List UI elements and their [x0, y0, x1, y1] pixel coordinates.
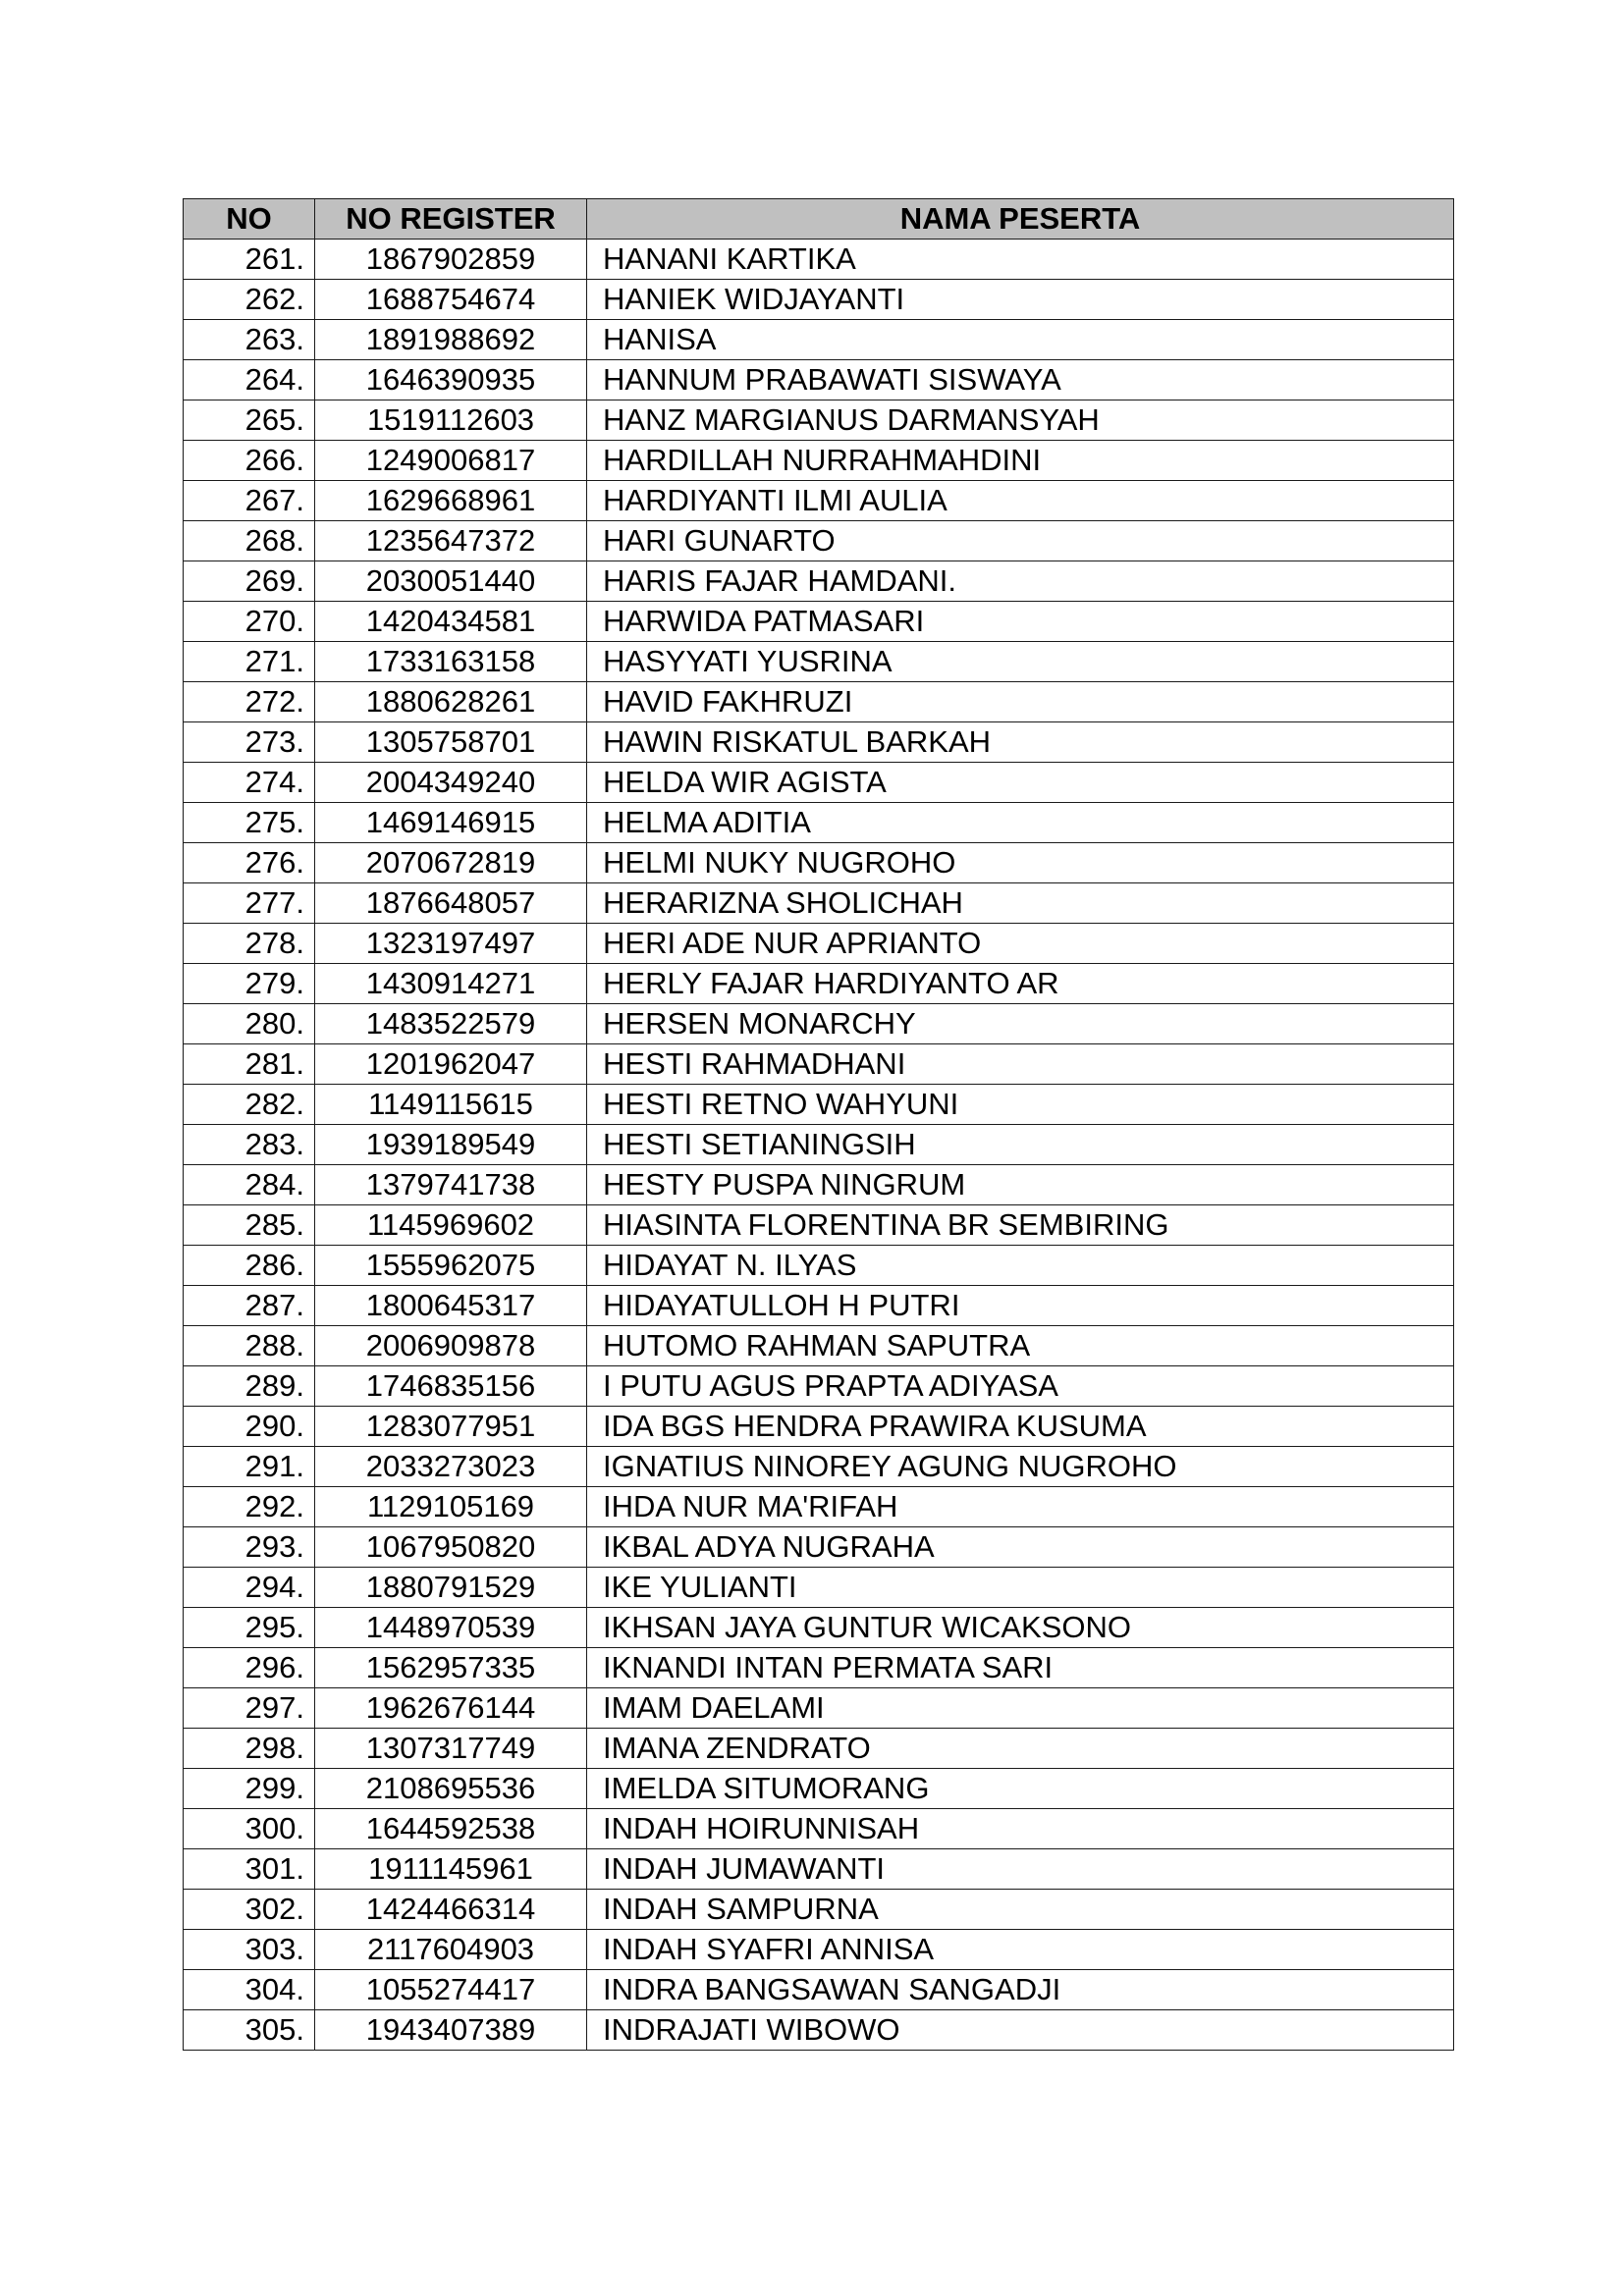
table-row — [184, 1165, 1454, 1205]
table-row — [184, 1205, 1454, 1246]
register-number: 1483522579 — [315, 1004, 587, 1044]
register-number: 1746835156 — [315, 1366, 587, 1407]
row-number: 291. — [184, 1447, 315, 1487]
table-row — [184, 763, 1454, 803]
table-row — [184, 1366, 1454, 1407]
table-row — [184, 1246, 1454, 1286]
table-row — [184, 883, 1454, 924]
participant-name: HIDAYAT N. ILYAS — [587, 1246, 1454, 1286]
row-number: 261. — [184, 240, 315, 280]
table-row — [184, 803, 1454, 843]
table-row — [184, 1809, 1454, 1849]
table-row — [184, 2010, 1454, 2051]
register-number: 1420434581 — [315, 602, 587, 642]
table-row — [184, 1648, 1454, 1688]
row-number: 282. — [184, 1085, 315, 1125]
participant-name: HERLY FAJAR HARDIYANTO AR — [587, 964, 1454, 1004]
row-number: 284. — [184, 1165, 315, 1205]
participant-name: I PUTU AGUS PRAPTA ADIYASA — [587, 1366, 1454, 1407]
row-number: 278. — [184, 924, 315, 964]
row-number: 285. — [184, 1205, 315, 1246]
register-number: 1876648057 — [315, 883, 587, 924]
participant-name: HANNUM PRABAWATI SISWAYA — [587, 360, 1454, 400]
table-row — [184, 1568, 1454, 1608]
row-number: 298. — [184, 1729, 315, 1769]
register-number: 1305758701 — [315, 722, 587, 763]
register-number: 1067950820 — [315, 1527, 587, 1568]
register-number: 1145969602 — [315, 1205, 587, 1246]
participant-name: HANIEK WIDJAYANTI — [587, 280, 1454, 320]
participant-name: HESTY PUSPA NINGRUM — [587, 1165, 1454, 1205]
table-row — [184, 521, 1454, 561]
row-number: 268. — [184, 521, 315, 561]
register-number: 2006909878 — [315, 1326, 587, 1366]
participant-name: HASYYATI YUSRINA — [587, 642, 1454, 682]
row-number: 300. — [184, 1809, 315, 1849]
register-number: 1646390935 — [315, 360, 587, 400]
table-row — [184, 1729, 1454, 1769]
row-number: 266. — [184, 441, 315, 481]
participant-name: HARDIYANTI ILMI AULIA — [587, 481, 1454, 521]
participant-name: IMAM DAELAMI — [587, 1688, 1454, 1729]
table-row — [184, 1085, 1454, 1125]
register-number: 2070672819 — [315, 843, 587, 883]
table-row — [184, 1890, 1454, 1930]
participant-name: IMELDA SITUMORANG — [587, 1769, 1454, 1809]
table-row — [184, 1447, 1454, 1487]
row-number: 303. — [184, 1930, 315, 1970]
row-number: 277. — [184, 883, 315, 924]
table-row — [184, 400, 1454, 441]
table-row — [184, 1769, 1454, 1809]
participant-name: HERARIZNA SHOLICHAH — [587, 883, 1454, 924]
participant-name: IKBAL ADYA NUGRAHA — [587, 1527, 1454, 1568]
register-number: 1469146915 — [315, 803, 587, 843]
register-number: 1943407389 — [315, 2010, 587, 2051]
register-number: 2004349240 — [315, 763, 587, 803]
participant-name: IKHSAN JAYA GUNTUR WICAKSONO — [587, 1608, 1454, 1648]
register-number: 1201962047 — [315, 1044, 587, 1085]
table-row — [184, 1487, 1454, 1527]
row-number: 290. — [184, 1407, 315, 1447]
participant-name: IDA BGS HENDRA PRAWIRA KUSUMA — [587, 1407, 1454, 1447]
table-row — [184, 1970, 1454, 2010]
participant-name: HAVID FAKHRUZI — [587, 682, 1454, 722]
register-number: 1962676144 — [315, 1688, 587, 1729]
participant-table — [183, 198, 1454, 2051]
register-number: 1235647372 — [315, 521, 587, 561]
register-number: 1800645317 — [315, 1286, 587, 1326]
row-number: 273. — [184, 722, 315, 763]
register-number: 1867902859 — [315, 240, 587, 280]
table-row — [184, 1125, 1454, 1165]
register-number: 1129105169 — [315, 1487, 587, 1527]
table-row — [184, 1849, 1454, 1890]
row-number: 275. — [184, 803, 315, 843]
row-number: 304. — [184, 1970, 315, 2010]
register-number: 1249006817 — [315, 441, 587, 481]
register-number: 1939189549 — [315, 1125, 587, 1165]
table-body — [184, 240, 1454, 2051]
participant-name: HARWIDA PATMASARI — [587, 602, 1454, 642]
table-row — [184, 1044, 1454, 1085]
register-number: 2033273023 — [315, 1447, 587, 1487]
table-row — [184, 924, 1454, 964]
table-row — [184, 481, 1454, 521]
participant-name: HUTOMO RAHMAN SAPUTRA — [587, 1326, 1454, 1366]
row-number: 281. — [184, 1044, 315, 1085]
register-number: 1424466314 — [315, 1890, 587, 1930]
table-header — [184, 199, 1454, 240]
register-number: 1519112603 — [315, 400, 587, 441]
row-number: 283. — [184, 1125, 315, 1165]
table-row — [184, 1608, 1454, 1648]
register-number: 1891988692 — [315, 320, 587, 360]
table-row — [184, 320, 1454, 360]
row-number: 302. — [184, 1890, 315, 1930]
participant-name: IKE YULIANTI — [587, 1568, 1454, 1608]
row-number: 299. — [184, 1769, 315, 1809]
row-number: 269. — [184, 561, 315, 602]
participant-name: HARI GUNARTO — [587, 521, 1454, 561]
table-row — [184, 1286, 1454, 1326]
row-number: 289. — [184, 1366, 315, 1407]
register-number: 1430914271 — [315, 964, 587, 1004]
register-number: 1562957335 — [315, 1648, 587, 1688]
row-number: 272. — [184, 682, 315, 722]
row-number: 265. — [184, 400, 315, 441]
participant-name: INDAH JUMAWANTI — [587, 1849, 1454, 1890]
row-number: 270. — [184, 602, 315, 642]
participant-name: HESTI RAHMADHANI — [587, 1044, 1454, 1085]
table-row — [184, 240, 1454, 280]
table-row — [184, 722, 1454, 763]
participant-name: HANISA — [587, 320, 1454, 360]
participant-name: HESTI SETIANINGSIH — [587, 1125, 1454, 1165]
participant-name: HANZ MARGIANUS DARMANSYAH — [587, 400, 1454, 441]
row-number: 271. — [184, 642, 315, 682]
participant-name: HARDILLAH NURRAHMAHDINI — [587, 441, 1454, 481]
participant-name: IKNANDI INTAN PERMATA SARI — [587, 1648, 1454, 1688]
header-row — [184, 199, 1454, 240]
register-number: 1733163158 — [315, 642, 587, 682]
participant-name: IHDA NUR MA'RIFAH — [587, 1487, 1454, 1527]
register-number: 1688754674 — [315, 280, 587, 320]
row-number: 305. — [184, 2010, 315, 2051]
participant-name: HANANI KARTIKA — [587, 240, 1454, 280]
register-number: 1283077951 — [315, 1407, 587, 1447]
participant-name: HESTI RETNO WAHYUNI — [587, 1085, 1454, 1125]
row-number: 288. — [184, 1326, 315, 1366]
register-number: 1307317749 — [315, 1729, 587, 1769]
table-row — [184, 1930, 1454, 1970]
row-number: 294. — [184, 1568, 315, 1608]
register-number: 1149115615 — [315, 1085, 587, 1125]
participant-name: HERI ADE NUR APRIANTO — [587, 924, 1454, 964]
register-number: 1644592538 — [315, 1809, 587, 1849]
table-row — [184, 561, 1454, 602]
participant-name: INDAH HOIRUNNISAH — [587, 1809, 1454, 1849]
participant-name: IMANA ZENDRATO — [587, 1729, 1454, 1769]
row-number: 297. — [184, 1688, 315, 1729]
table-row — [184, 642, 1454, 682]
table-row — [184, 602, 1454, 642]
participant-name: HELMI NUKY NUGROHO — [587, 843, 1454, 883]
register-number: 1448970539 — [315, 1608, 587, 1648]
table-row — [184, 280, 1454, 320]
register-number: 1555962075 — [315, 1246, 587, 1286]
participant-name: HIDAYATULLOH H PUTRI — [587, 1286, 1454, 1326]
participant-name: HELDA WIR AGISTA — [587, 763, 1454, 803]
participant-name: HELMA ADITIA — [587, 803, 1454, 843]
table-row — [184, 1004, 1454, 1044]
register-number: 2117604903 — [315, 1930, 587, 1970]
row-number: 292. — [184, 1487, 315, 1527]
row-number: 264. — [184, 360, 315, 400]
column-header-name: NAMA PESERTA — [587, 199, 1454, 240]
row-number: 274. — [184, 763, 315, 803]
participant-name: INDAH SAMPURNA — [587, 1890, 1454, 1930]
row-number: 296. — [184, 1648, 315, 1688]
participant-name: INDRA BANGSAWAN SANGADJI — [587, 1970, 1454, 2010]
participant-name: HIASINTA FLORENTINA BR SEMBIRING — [587, 1205, 1454, 1246]
participant-name: HARIS FAJAR HAMDANI. — [587, 561, 1454, 602]
table-row — [184, 843, 1454, 883]
row-number: 279. — [184, 964, 315, 1004]
participant-name: HERSEN MONARCHY — [587, 1004, 1454, 1044]
participant-name: HAWIN RISKATUL BARKAH — [587, 722, 1454, 763]
table-row — [184, 360, 1454, 400]
row-number: 301. — [184, 1849, 315, 1890]
participant-name: INDRAJATI WIBOWO — [587, 2010, 1454, 2051]
participant-name: IGNATIUS NINOREY AGUNG NUGROHO — [587, 1447, 1454, 1487]
table-row — [184, 964, 1454, 1004]
row-number: 262. — [184, 280, 315, 320]
register-number: 1911145961 — [315, 1849, 587, 1890]
participant-name: INDAH SYAFRI ANNISA — [587, 1930, 1454, 1970]
table-row — [184, 441, 1454, 481]
row-number: 267. — [184, 481, 315, 521]
row-number: 263. — [184, 320, 315, 360]
table-row — [184, 1407, 1454, 1447]
register-number: 1055274417 — [315, 1970, 587, 2010]
row-number: 276. — [184, 843, 315, 883]
row-number: 287. — [184, 1286, 315, 1326]
register-number: 1629668961 — [315, 481, 587, 521]
register-number: 1323197497 — [315, 924, 587, 964]
register-number: 2108695536 — [315, 1769, 587, 1809]
table-row — [184, 1326, 1454, 1366]
column-header-no: NO — [184, 199, 315, 240]
table-row — [184, 1688, 1454, 1729]
row-number: 295. — [184, 1608, 315, 1648]
column-header-register: NO REGISTER — [315, 199, 587, 240]
row-number: 293. — [184, 1527, 315, 1568]
row-number: 280. — [184, 1004, 315, 1044]
register-number: 1379741738 — [315, 1165, 587, 1205]
row-number: 286. — [184, 1246, 315, 1286]
register-number: 1880791529 — [315, 1568, 587, 1608]
register-number: 2030051440 — [315, 561, 587, 602]
table-row — [184, 682, 1454, 722]
table-row — [184, 1527, 1454, 1568]
register-number: 1880628261 — [315, 682, 587, 722]
